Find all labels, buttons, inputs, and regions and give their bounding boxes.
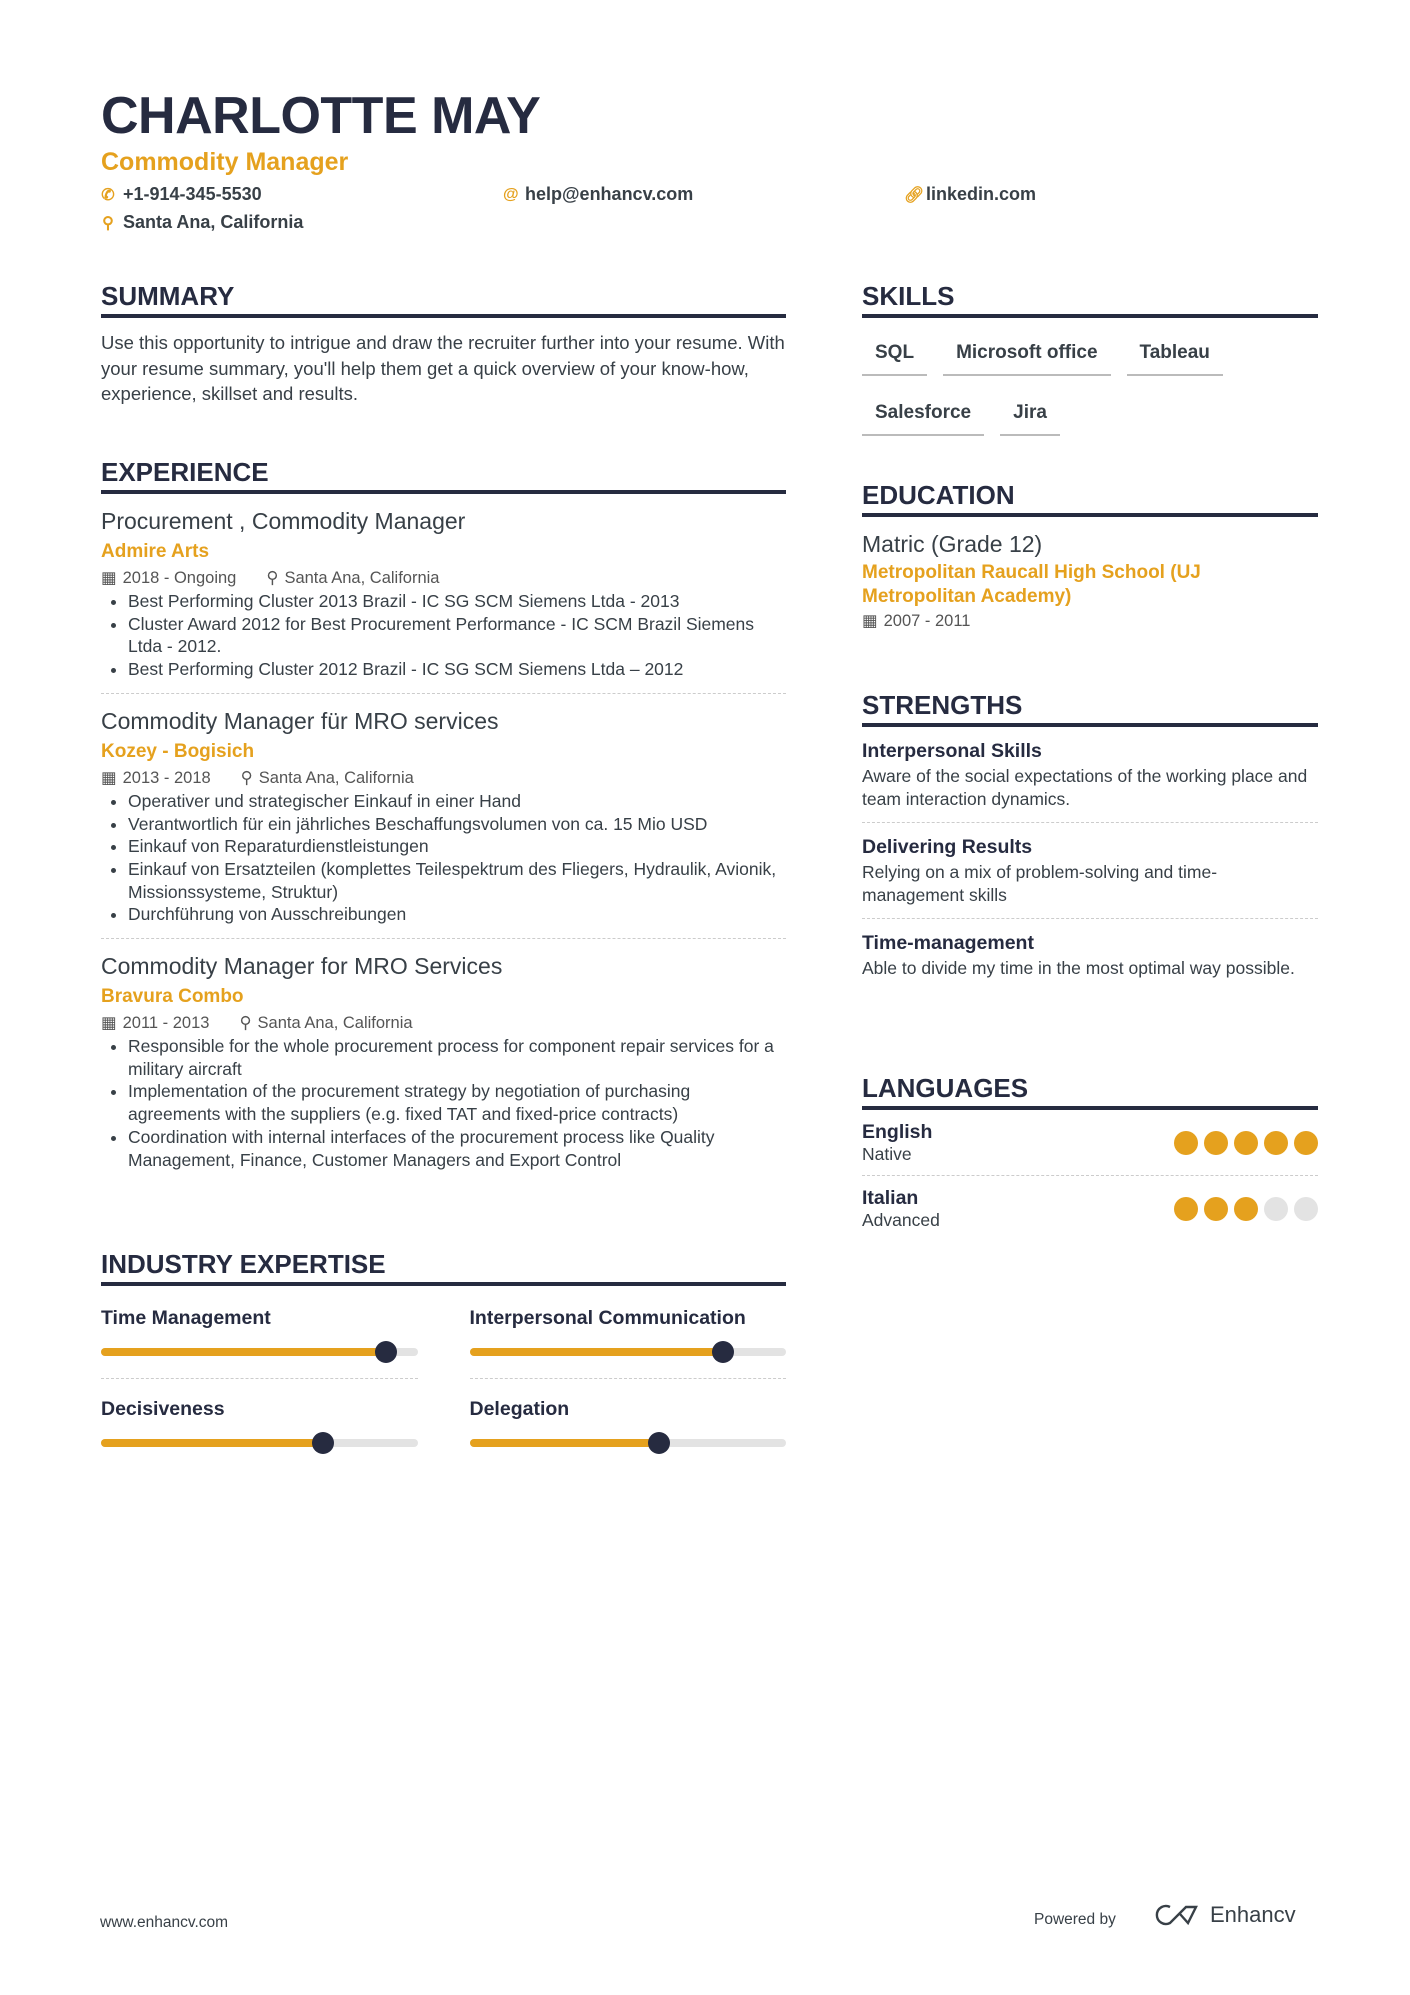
slider-fill: [101, 1439, 323, 1447]
skill-tag: Tableau: [1127, 330, 1223, 376]
job-dates: 2011 - 2013: [122, 1014, 210, 1033]
language-level: Advanced: [862, 1210, 940, 1230]
job-location: Santa Ana, California: [257, 1014, 413, 1033]
language-info: [862, 1120, 932, 1165]
bullet-item: • Durchführung von Ausschreibungen: [128, 903, 786, 926]
experience-section: [101, 456, 786, 1183]
bullet-item: • Einkauf von Reparaturdienstleistungen: [128, 835, 786, 858]
section-heading: STRENGTHS: [862, 689, 1318, 727]
section-heading: EXPERIENCE: [101, 456, 786, 494]
strength-title: Interpersonal Skills: [862, 740, 1042, 762]
education-section: [862, 479, 1318, 633]
expertise-slider: [101, 1348, 418, 1356]
calendar-icon: ▦: [101, 1014, 117, 1033]
rating-dot: [1264, 1197, 1288, 1221]
email[interactable]: [503, 184, 693, 205]
section-heading: SUMMARY: [101, 280, 786, 318]
candidate-name: CHARLOTTE MAY: [101, 87, 541, 145]
candidate-title: Commodity Manager: [101, 148, 349, 176]
phone-icon: ✆: [101, 186, 115, 204]
strength-text: Able to divide my time in the most optimal way possible.: [862, 958, 1295, 978]
dates-text: 2007 - 2011: [883, 612, 971, 630]
bullet-item: • Coordination with internal interfaces of the procurement process like Quality Management, Finance, Customer Managers and Export Control: [128, 1126, 786, 1171]
location-pin-icon: ⚲: [240, 768, 253, 787]
enhancv-logo-icon: [1152, 1902, 1200, 1928]
calendar-icon: ▦: [862, 612, 878, 630]
bullet-item: • Best Performing Cluster 2012 Brazil - IC SG SCM Siemens Ltda – 2012: [128, 658, 786, 681]
job-entry: [101, 494, 786, 694]
language-level: Native: [862, 1144, 912, 1164]
expertise-label: Interpersonal Communication: [469, 1307, 746, 1329]
summary-section: [101, 280, 786, 407]
bullet-item: • Best Performing Cluster 2013 Brazil - IC SG SCM Siemens Ltda - 2013: [128, 590, 786, 613]
bullet-item: • Einkauf von Ersatzteilen (komplettes Teilespektrum des Fliegers, Hydraulik, Avionik, Missionssysteme, Struktur): [128, 858, 786, 903]
bullet-item: • Implementation of the procurement strategy by negotiation of purchasing agreements with the suppliers (e.g. fixed TAT and fixed-price contracts): [128, 1080, 786, 1125]
rating-dot: [1174, 1197, 1198, 1221]
bullet-item: • Responsible for the whole procurement process for component repair services for a military aircraft: [128, 1035, 786, 1080]
at-icon: @: [503, 185, 519, 203]
job-dates: 2018 - Ongoing: [122, 569, 237, 587]
link[interactable]: [904, 184, 1036, 205]
calendar-icon: ▦: [101, 569, 117, 587]
language-name: English: [862, 1121, 933, 1143]
strength-item: [862, 727, 1318, 823]
link-icon: 🔗︎: [904, 186, 925, 204]
language-rating: [1174, 1197, 1318, 1221]
expertise-item: [101, 1379, 418, 1469]
expertise-item: [470, 1379, 787, 1469]
strengths-section: [862, 689, 1318, 992]
company-name: Admire Arts: [101, 541, 210, 562]
section-heading: SKILLS: [862, 280, 1318, 318]
skill-tag: Microsoft office: [943, 330, 1110, 376]
bullet-item: • Cluster Award 2012 for Best Procurement Performance - IC SCM Brazil Siemens Ltda - 2012.: [128, 613, 786, 658]
strength-text: Aware of the social expectations of the working place and team interaction dynamics.: [862, 766, 1308, 809]
calendar-icon: ▦: [101, 768, 117, 787]
slider-knob: [648, 1432, 670, 1454]
section-heading: EDUCATION: [862, 479, 1318, 517]
strength-text: Relying on a mix of problem-solving and time-management skills: [862, 862, 1218, 905]
strength-item: [862, 823, 1318, 919]
rating-dot: [1294, 1131, 1318, 1155]
strength-title: Delivering Results: [862, 836, 1033, 858]
slider-knob: [712, 1341, 734, 1363]
expertise-item: [470, 1296, 787, 1379]
email-text[interactable]: help@enhancv.com: [525, 184, 694, 204]
powered-by: Powered by: [1034, 1911, 1116, 1928]
job-title: Commodity Manager für MRO services: [101, 707, 499, 734]
job-meta: [101, 766, 786, 790]
rating-dot: [1234, 1197, 1258, 1221]
expertise-item: [101, 1296, 418, 1379]
strength-item: [862, 919, 1318, 992]
expertise-slider: [101, 1439, 418, 1447]
language-rating: [1174, 1131, 1318, 1155]
expertise-label: Time Management: [101, 1307, 271, 1329]
language-item: [862, 1110, 1318, 1176]
expertise-section: [101, 1248, 786, 1469]
job-meta: [101, 566, 786, 590]
location-pin-icon: ⚲: [102, 214, 114, 232]
language-name: Italian: [862, 1187, 919, 1209]
job-dates: 2013 - 2018: [122, 768, 211, 787]
job-location: Santa Ana, California: [284, 569, 440, 587]
company-name: Bravura Combo: [101, 986, 244, 1008]
strength-title: Time-management: [862, 932, 1034, 954]
degree: Matric (Grade 12): [862, 531, 1043, 557]
location-text: Santa Ana, California: [123, 212, 304, 232]
skill-tag: Salesforce: [862, 390, 984, 436]
section-heading: INDUSTRY EXPERTISE: [101, 1248, 786, 1286]
slider-knob: [312, 1432, 334, 1454]
job-bullets: [128, 590, 786, 681]
job-entry: [101, 694, 786, 939]
location-pin-icon: ⚲: [239, 1014, 252, 1033]
education-dates: [862, 609, 1318, 633]
job-bullets: [128, 790, 786, 926]
language-info: [862, 1186, 940, 1231]
job-title: Procurement , Commodity Manager: [101, 508, 466, 534]
company-name: Kozey - Bogisich: [101, 740, 255, 762]
location: [101, 212, 303, 233]
slider-knob: [375, 1341, 397, 1363]
language-item: [862, 1176, 1318, 1241]
job-entry: [101, 939, 786, 1183]
footer-url[interactable]: www.enhancv.com: [100, 1914, 229, 1931]
summary-text: Use this opportunity to intrigue and draw the recruiter further into your resume. With your resume summary, you'll help them get a quick overview of your know-how, experience, skillset and results.: [101, 332, 785, 404]
enhancv-logo[interactable]: [1152, 1902, 1296, 1928]
expertise-label: Decisiveness: [101, 1398, 225, 1420]
bullet-item: • Verantwortlich für ein jährliches Beschaffungsvolumen von ca. 15 Mio USD: [128, 813, 786, 836]
rating-dot: [1264, 1131, 1288, 1155]
skill-tag: Jira: [1000, 390, 1060, 436]
job-title: Commodity Manager for MRO Services: [101, 953, 503, 980]
bullet-item: • Operativer und strategischer Einkauf in einer Hand: [128, 790, 786, 813]
job-meta: [101, 1011, 786, 1035]
expertise-label: Delegation: [469, 1398, 570, 1420]
rating-dot: [1204, 1131, 1228, 1155]
expertise-slider: [470, 1348, 787, 1356]
section-heading: LANGUAGES: [862, 1072, 1318, 1110]
slider-fill: [470, 1439, 660, 1447]
location-pin-icon: ⚲: [266, 569, 279, 587]
rating-dot: [1204, 1197, 1228, 1221]
languages-section: [862, 1072, 1318, 1241]
brand-name: Enhancv: [1210, 1902, 1296, 1927]
link-text[interactable]: linkedin.com: [926, 184, 1037, 204]
slider-fill: [470, 1348, 723, 1356]
slider-fill: [101, 1348, 386, 1356]
skills-section: [862, 280, 1318, 450]
skill-tag: SQL: [862, 330, 927, 376]
job-location: Santa Ana, California: [258, 768, 414, 787]
rating-dot: [1174, 1131, 1198, 1155]
job-bullets: [128, 1035, 786, 1171]
expertise-slider: [470, 1439, 787, 1447]
phone-text: +1-914-345-5530: [123, 184, 262, 204]
phone: [101, 184, 262, 205]
school: Metropolitan Raucall High School (UJ Metropolitan Academy): [862, 562, 1201, 607]
rating-dot: [1234, 1131, 1258, 1155]
rating-dot: [1294, 1197, 1318, 1221]
